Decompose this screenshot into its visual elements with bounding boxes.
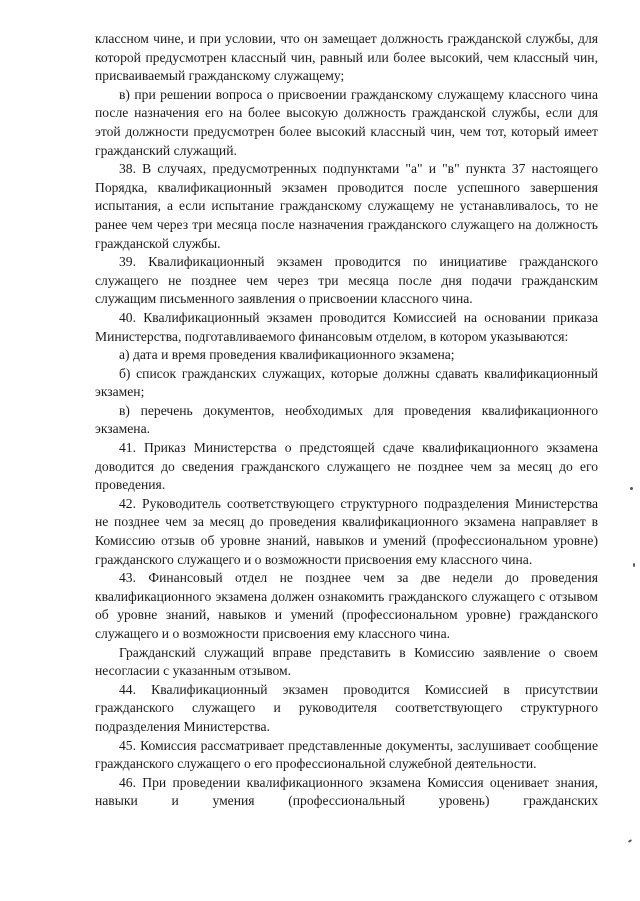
paragraph-40-b: б) список гражданских служащих, которые должны сдавать квалификационный экзамен;: [95, 365, 598, 400]
scan-speck: [628, 839, 632, 843]
paragraph-45: 45. Комиссия рассматривает представленные документы, заслушивает сообщение гражданского служащего о его профессиональной служебной деятельности.: [95, 737, 598, 772]
paragraph-43-note: Гражданский служащий вправе представить в Комиссию заявление о своем несогласии с указанным отзывом.: [95, 644, 598, 679]
paragraph-subitem-v: в) при решении вопроса о присвоении гражданскому служащему классного чина после назначения его на более высокую должность гражданской службы, если для этой должности предусмотрен более высокий классный чин, чем тот, который имеет гражданский служащий.: [95, 86, 598, 158]
paragraph-40: 40. Квалификационный экзамен проводится Комиссией на основании приказа Министерства, подготавливаемого финансовым отделом, в котором указываются:: [95, 309, 598, 344]
paragraph-39: 39. Квалификационный экзамен проводится по инициативе гражданского служащего не позднее чем через три месяца после дня подачи гражданским служащим письменного заявления о присвоении классного чина.: [95, 254, 598, 307]
paragraph-38: 38. В случаях, предусмотренных подпунктами "а" и "в" пункта 37 настоящего Порядка, квалификационный экзамен проводится после успешного завершения испытания, а если испытание гражданскому служащему не устанавливалось, то не ранее чем через три месяца после назначения гражданского служащего на должность гражданской службы.: [95, 161, 598, 251]
paragraph-46: 46. При проведении квалификационного экзамена Комиссия оценивает знания, навыки и умения (профессиональный уровень) гражданских: [95, 774, 598, 809]
scan-speck: [633, 563, 635, 567]
paragraph-40-a: а) дата и время проведения квалификационного экзамена;: [119, 347, 455, 363]
paragraph-40-v: в) перечень документов, необходимых для проведения квалификационного экзамена.: [95, 402, 598, 437]
paragraph-42: 42. Руководитель соответствующего структурного подразделения Министерства не позднее чем за месяц до проведения квалификационного экзамена направляет в Комиссию отзыв об уровне знаний, навыков и умений (профессиональном уровне) гражданского служащего и о возможности присвоения ему классного чина.: [95, 495, 598, 567]
scan-speck: [630, 487, 633, 490]
document-page: [95, 30, 598, 811]
paragraph-continuation: классном чине, и при условии, что он замещает должность гражданской службы, для которой предусмотрен классный чин, равный или более высокий, чем классный чин, присваиваемый гражданскому служащему;: [95, 31, 598, 84]
paragraph-41: 41. Приказ Министерства о предстоящей сдаче квалификационного экзамена доводится до сведения гражданского служащего не позднее чем за месяц до его проведения.: [95, 440, 598, 493]
paragraph-44: 44. Квалификационный экзамен проводится Комиссией в присутствии гражданского служащего и руководителя соответствующего структурного подразделения Министерства.: [95, 681, 598, 734]
paragraph-43: 43. Финансовый отдел не позднее чем за две недели до проведения квалификационного экзамена должен ознакомить гражданского служащего с отзывом об уровне знаний, навыков и умений (профессиональном уровне) гражданского служащего и о возможности присвоения ему классного чина.: [95, 570, 598, 641]
